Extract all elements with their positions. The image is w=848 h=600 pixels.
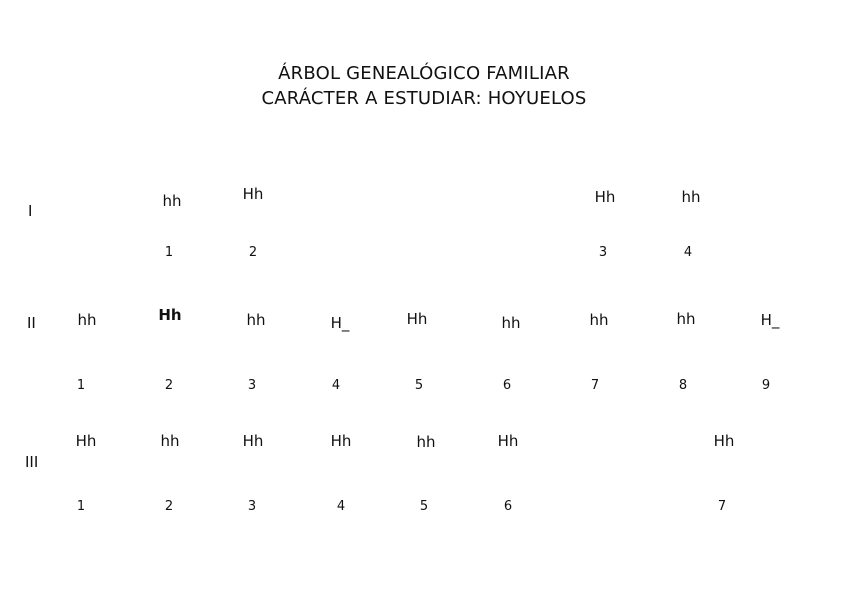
genotype-ii-7: hh <box>589 311 609 329</box>
generation-label-i: I <box>28 202 33 220</box>
individual-number-iii-1: 1 <box>76 499 86 514</box>
individual-number-iii-3: 3 <box>247 499 257 514</box>
genotype-ii-2: Hh <box>158 306 182 324</box>
genotype-iii-3: Hh <box>242 432 264 450</box>
individual-number-i-2: 2 <box>248 245 258 260</box>
individual-number-ii-7: 7 <box>590 378 600 393</box>
generation-label-iii: III <box>25 453 39 471</box>
individual-number-ii-3: 3 <box>247 378 257 393</box>
individual-number-iii-7: 7 <box>717 499 727 514</box>
genotype-i-4: hh <box>681 188 701 206</box>
individual-number-i-3: 3 <box>598 245 608 260</box>
individual-number-ii-8: 8 <box>678 378 688 393</box>
genotype-ii-8: hh <box>676 310 696 328</box>
individual-number-iii-5: 5 <box>419 499 429 514</box>
genotype-ii-1: hh <box>77 311 97 329</box>
generation-label-ii: II <box>27 314 36 332</box>
genotype-i-2: Hh <box>242 185 264 203</box>
individual-number-ii-4: 4 <box>331 378 341 393</box>
genotype-ii-5: Hh <box>406 310 428 328</box>
individual-number-i-1: 1 <box>164 245 174 260</box>
genotype-iii-5: hh <box>416 433 436 451</box>
individual-number-iii-4: 4 <box>336 499 346 514</box>
pedigree-title: ÁRBOL GENEALÓGICO FAMILIAR <box>278 63 570 84</box>
individual-number-ii-6: 6 <box>502 378 512 393</box>
genotype-i-1: hh <box>162 192 182 210</box>
genotype-iii-2: hh <box>160 432 180 450</box>
genotype-iii-6: Hh <box>497 432 519 450</box>
genotype-iii-4: Hh <box>330 432 352 450</box>
individual-number-iii-2: 2 <box>164 499 174 514</box>
genotype-ii-3: hh <box>246 311 266 329</box>
individual-number-ii-5: 5 <box>414 378 424 393</box>
individual-number-ii-1: 1 <box>76 378 86 393</box>
genotype-ii-6: hh <box>501 314 521 332</box>
genotype-iii-1: Hh <box>75 432 97 450</box>
individual-number-ii-2: 2 <box>164 378 174 393</box>
genotype-i-3: Hh <box>594 188 616 206</box>
trait-subtitle: CARÁCTER A ESTUDIAR: HOYUELOS <box>261 88 587 109</box>
genotype-ii-9: H_ <box>760 311 780 329</box>
individual-number-i-4: 4 <box>683 245 693 260</box>
genotype-iii-7: Hh <box>713 432 735 450</box>
individual-number-iii-6: 6 <box>503 499 513 514</box>
individual-number-ii-9: 9 <box>761 378 771 393</box>
genotype-ii-4: H_ <box>330 314 350 332</box>
